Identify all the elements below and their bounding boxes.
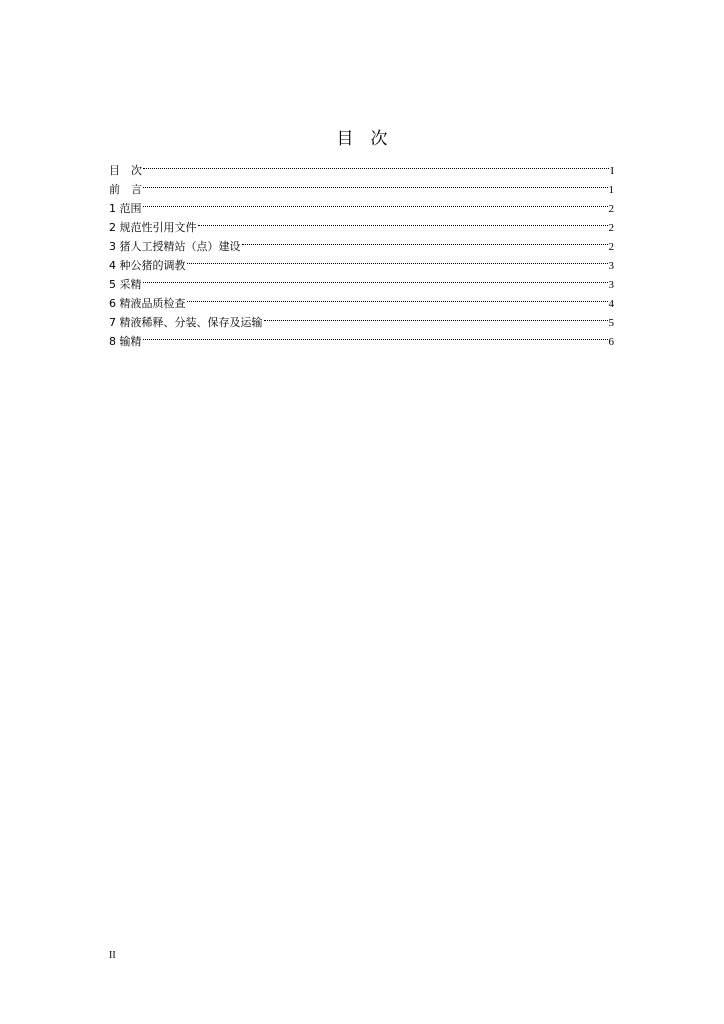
toc-entry-page: I bbox=[610, 165, 614, 177]
toc-entry-label: 3 猪人工授精站（点）建设 bbox=[109, 240, 241, 253]
toc-entry-label: 5 采精 bbox=[109, 278, 142, 291]
toc-dot-leader bbox=[143, 269, 608, 288]
toc-entry-page: 2 bbox=[608, 241, 614, 253]
page-title: 目 次 bbox=[336, 129, 388, 149]
toc-entry-page: 3 bbox=[608, 260, 614, 272]
toc-entry-label: 8 输精 bbox=[109, 335, 142, 348]
toc-dot-leader bbox=[198, 212, 608, 231]
toc-dot-leader bbox=[242, 231, 608, 250]
toc-entry-label: 6 精液品质检查 bbox=[109, 297, 186, 310]
toc-entry-page: 5 bbox=[608, 317, 614, 329]
toc-dot-leader bbox=[143, 193, 608, 212]
toc-dot-leader bbox=[187, 288, 608, 307]
footer-page-number: II bbox=[109, 950, 116, 961]
toc-entry-semen-collection[interactable] bbox=[109, 269, 614, 291]
toc-dot-leader bbox=[143, 155, 609, 174]
toc-entry-label: 7 精液稀释、分装、保存及运输 bbox=[109, 316, 263, 329]
toc-dot-leader bbox=[143, 326, 608, 345]
toc-entry-insemination[interactable] bbox=[109, 326, 614, 348]
toc-dot-leader bbox=[187, 250, 608, 269]
toc-entry-page: 3 bbox=[608, 279, 614, 291]
toc-entry-scope[interactable] bbox=[109, 193, 614, 215]
toc-dot-leader bbox=[264, 307, 608, 326]
toc-entry-label: 前 言 bbox=[109, 183, 142, 196]
toc-entry-contents[interactable] bbox=[109, 155, 614, 177]
toc-entry-foreword[interactable] bbox=[109, 174, 614, 196]
toc-entry-page: 2 bbox=[608, 203, 614, 215]
toc-entry-label: 2 规范性引用文件 bbox=[109, 221, 197, 234]
toc-entry-label: 目 次 bbox=[109, 164, 142, 177]
toc-entry-normative-references[interactable] bbox=[109, 212, 614, 234]
toc-entry-semen-quality[interactable] bbox=[109, 288, 614, 310]
toc-entry-page: 6 bbox=[608, 336, 614, 348]
toc-entry-page: 1 bbox=[608, 184, 614, 196]
toc-dot-leader bbox=[143, 174, 608, 193]
toc-entry-page: 4 bbox=[608, 298, 614, 310]
table-of-contents bbox=[109, 155, 614, 348]
toc-entry-label: 4 种公猪的调教 bbox=[109, 259, 186, 272]
toc-entry-page: 2 bbox=[608, 222, 614, 234]
toc-entry-label: 1 范围 bbox=[109, 202, 142, 215]
